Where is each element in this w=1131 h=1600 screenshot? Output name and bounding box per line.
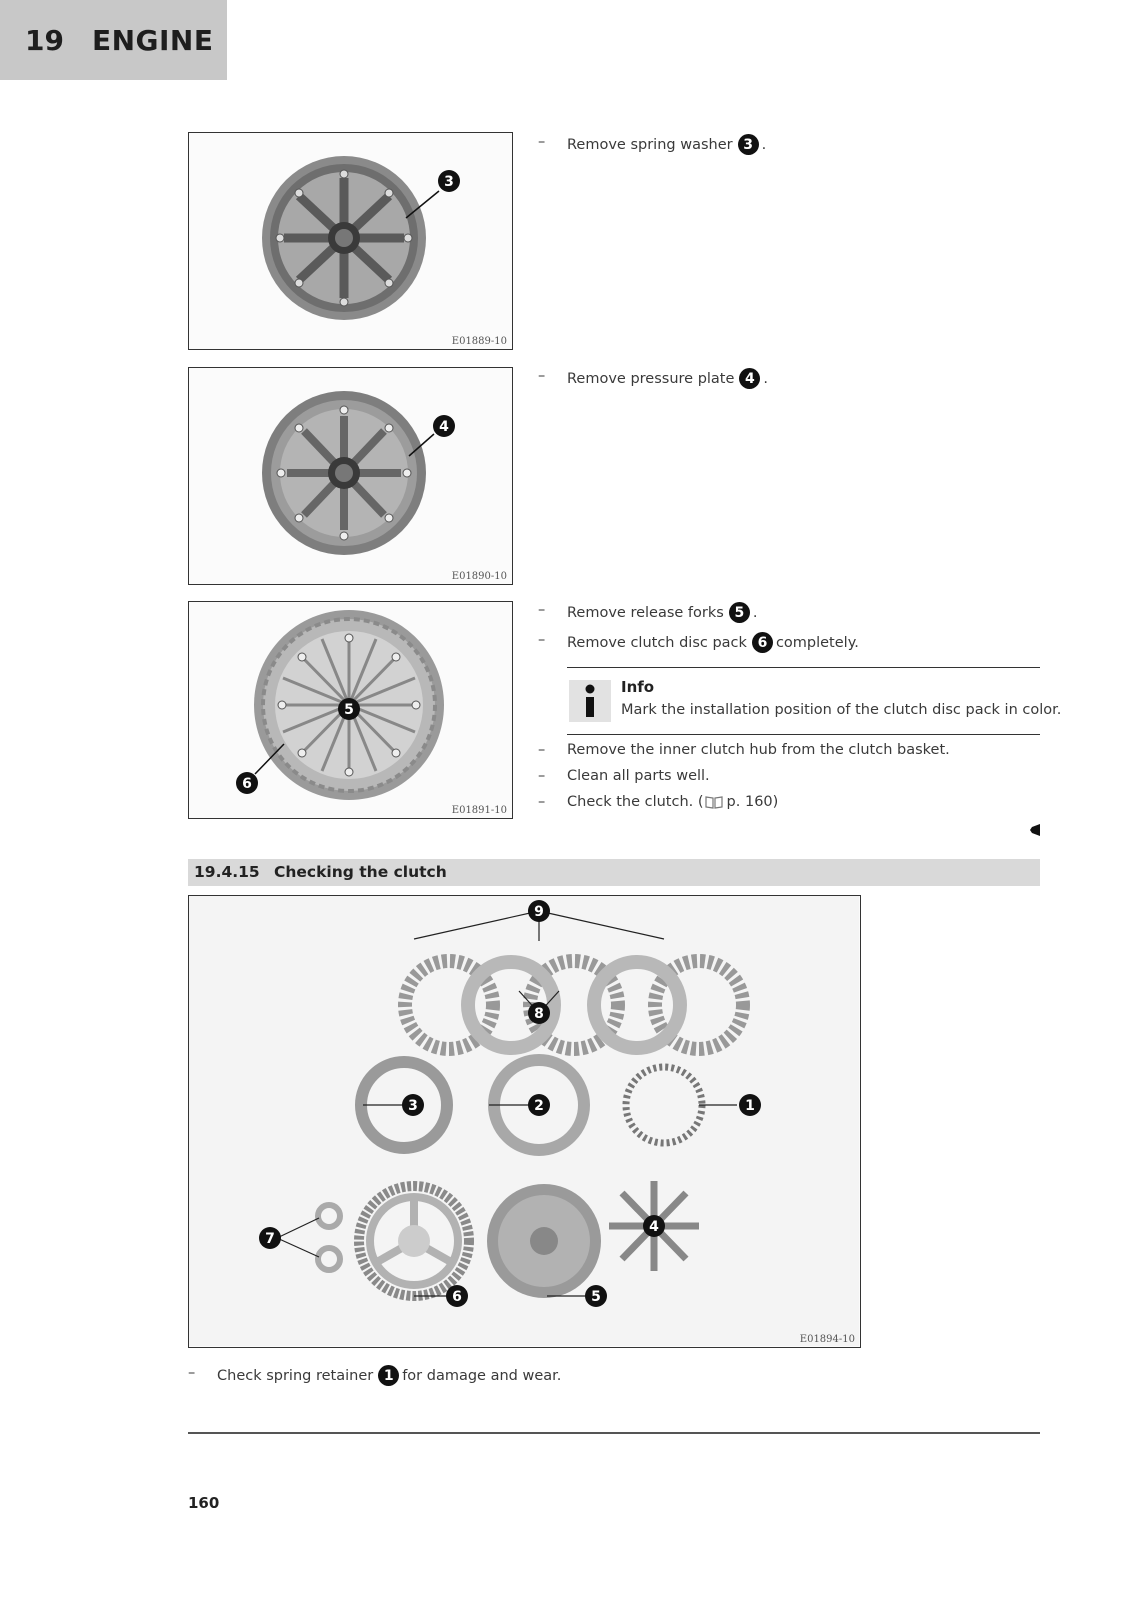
callout-3: 3 <box>408 1098 418 1114</box>
callout-4: 4 <box>439 419 449 435</box>
callout-bullet: 3 <box>738 134 759 155</box>
callout-2: 2 <box>534 1098 544 1114</box>
callout-1: 1 <box>745 1098 755 1114</box>
footer-rule <box>188 1432 1040 1434</box>
book-icon <box>705 795 723 809</box>
clutch-components-illustration <box>189 896 859 1346</box>
page-reference-link[interactable]: p. 160) <box>726 794 779 810</box>
callout-7: 7 <box>265 1231 275 1247</box>
info-title: Info <box>621 678 655 696</box>
chapter-number: 19 <box>25 23 64 57</box>
figure-code: E01894-10 <box>799 1334 855 1345</box>
chapter-title: ENGINE <box>91 23 214 57</box>
callout-bullet: 4 <box>739 368 760 389</box>
callout-8: 8 <box>534 1006 544 1022</box>
figure-pressure-plate <box>188 367 513 585</box>
callout-9: 9 <box>534 904 544 920</box>
callout-6: 6 <box>452 1289 462 1305</box>
figure-code: E01891-10 <box>451 805 507 816</box>
section-title: Checking the clutch <box>274 863 447 881</box>
callout-5: 5 <box>344 702 354 718</box>
figure-code: E01890-10 <box>451 571 507 582</box>
figure-clutch-components <box>188 895 861 1348</box>
clutch-release-forks-illustration <box>189 602 511 817</box>
callout-5: 5 <box>591 1289 601 1305</box>
figure-release-forks <box>188 601 513 819</box>
info-icon <box>569 680 611 722</box>
section-heading <box>188 859 1040 886</box>
clutch-pressure-plate-illustration <box>189 368 511 583</box>
end-of-section-icon <box>1029 823 1041 837</box>
figure-spring-washer <box>188 132 513 350</box>
callout-bullet: 5 <box>729 602 750 623</box>
callout-3: 3 <box>444 174 454 190</box>
callout-4: 4 <box>649 1219 659 1235</box>
section-number: 19.4.15 <box>194 863 260 881</box>
info-text: Mark the installation position of the clutch disc pack in color. <box>621 702 1062 718</box>
figure-code: E01889-10 <box>451 336 507 347</box>
clutch-spring-washer-illustration <box>189 133 511 348</box>
callout-bullet: 6 <box>752 632 773 653</box>
callout-6: 6 <box>242 776 252 792</box>
info-box <box>567 667 1062 735</box>
page-number: 160 <box>188 1494 220 1512</box>
callout-bullet: 1 <box>378 1365 399 1386</box>
chapter-tab <box>0 0 227 80</box>
